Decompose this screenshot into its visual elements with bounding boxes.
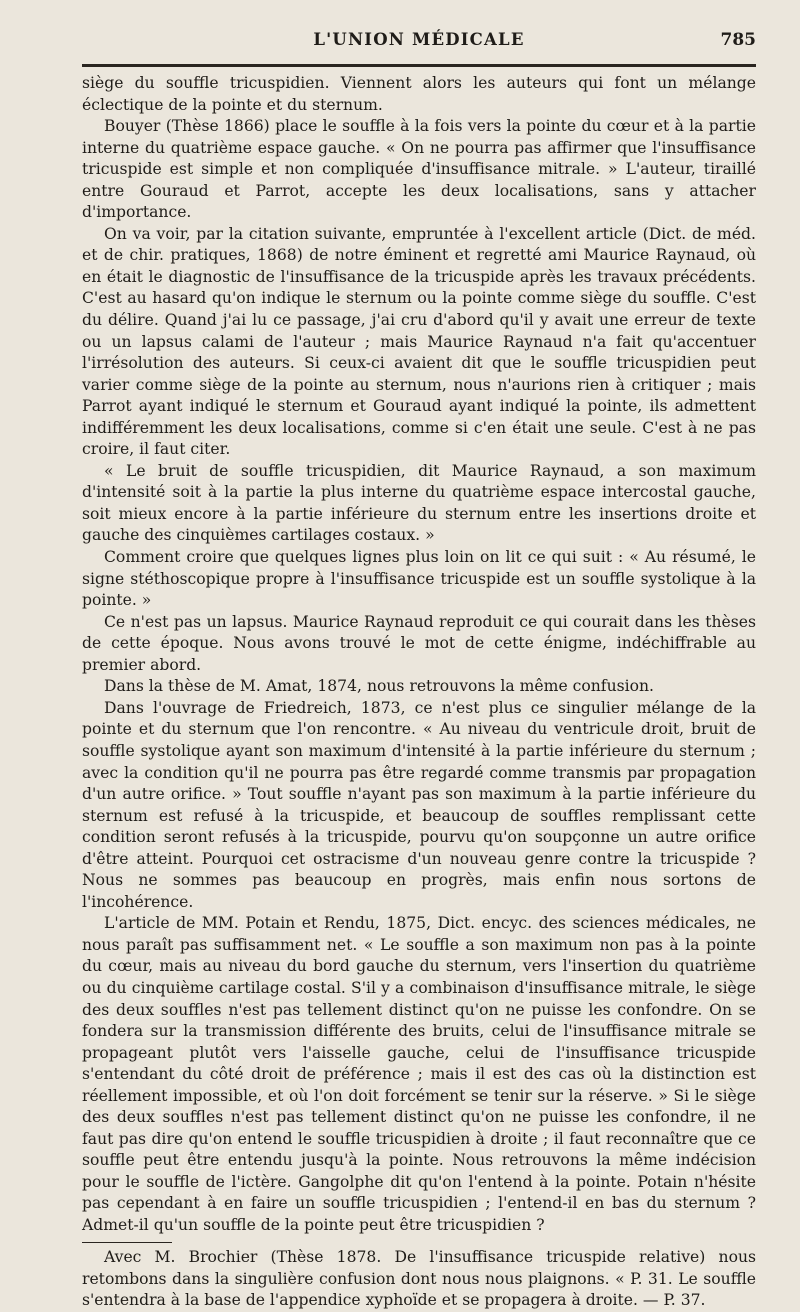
paragraph: siège du souffle tricuspidien. Viennent alors les auteurs qui font un mélange éclectique de la pointe et du sternum.	[82, 74, 756, 114]
paragraph: On va voir, par la citation suivante, empruntée à l'excellent article (Dict. de méd. et de chir. pratiques, 1868) de notre éminent et regretté ami Maurice Raynaud, où en était le diagnostic de l'insuffisance de la tricuspide après les travaux précédents. C'est au hasard qu'on indique le sternum ou la pointe comme siège du souffle. C'est du délire. Quand j'ai lu ce passage, j'ai cru d'abord qu'il y avait une erreur de texte ou un lapsus calami de l'auteur ; mais Maurice Raynaud n'a fait qu'accentuer l'irrésolution des auteurs. Si ceux-ci avaient dit que le souffle tricuspidien peut varier comme siège de la pointe au sternum, nous n'aurions rien à critiquer ; mais Parrot ayant indiqué le sternum et Gouraud ayant indiqué la pointe, ils admettent indifféremment les deux localisations, comme si c'en était une seule. C'est à ne pas croire, il faut citer.	[82, 224, 756, 459]
footnote-rule	[82, 1242, 172, 1244]
footnote	[82, 1247, 756, 1312]
running-title: L'UNION MÉDICALE	[313, 30, 525, 49]
header-rule	[82, 64, 756, 67]
paragraph: Ce n'est pas un lapsus. Maurice Raynaud reproduit ce qui courait dans les thèses de cette époque. Nous avons trouvé le mot de cette énigme, indéchiffrable au premier abord.	[82, 612, 756, 674]
paragraph: L'article de MM. Potain et Rendu, 1875, Dict. encyc. des sciences médicales, ne nous paraît pas suffisamment net. « Le souffle a son maximum non pas à la pointe du cœur, mais au niveau du bord gauche du sternum, vers l'insertion du quatrième ou du cinquième cartilage costal. S'il y a combinaison d'insuffisance mitrale, le siège des deux souffles n'est pas tellement distinct qu'on ne puisse les confondre. On se fondera sur la transmission différente des bruits, celui de l'insuffisance mitrale se propageant plutôt vers l'aisselle gauche, celui de l'insuffisance tricuspide s'entendant du côté droit de préférence ; mais il est des cas où la distinction est réellement impossible, et où l'on doit forcément se tenir sur la réserve. » Si le siège des deux souffles n'est pas tellement distinct qu'on ne puisse les confondre, il ne faut pas dire qu'on entend le souffle tricuspidien à droite ; il faut reconnaître que ce souffle peut être entendu jusqu'à la pointe. Nous retrouvons la même indécision pour le souffle de l'ictère. Gangolphe dit qu'on l'entend à la pointe. Potain n'hésite pas cependant à en faire un souffle tricuspidien ; l'entend-il en bas du sternum ? Admet-il qu'un souffle de la pointe peut être tricuspidien ?	[82, 914, 756, 1234]
footnote-text: Avec M. Brochier (Thèse 1878. De l'insuffisance tricuspide relative) nous retombons dans la singulière confusion dont nous nous plaignons. « P. 31. Le souffle s'entendra à la base de l'appendice xyphoïde et se propagera à droite. — P. 37.	[82, 1248, 756, 1310]
paragraph: « Le bruit de souffle tricuspidien, dit Maurice Raynaud, a son maximum d'intensité soit à la partie la plus interne du quatrième espace intercostal gauche, soit mieux encore à la partie inférieure du sternum entre les insertions droite et gauche des cinquièmes cartilages costaux. »	[82, 461, 756, 545]
paragraph: Dans la thèse de M. Amat, 1874, nous retrouvons la même confusion.	[104, 677, 654, 696]
paragraph: Bouyer (Thèse 1866) place le souffle à la fois vers la pointe du cœur et à la partie interne du quatrième espace gauche. « On ne pourra pas affirmer que l'insuffisance tricuspide est simple et non compliquée d'insuffisance mitrale. » L'auteur, tiraillé entre Gouraud et Parrot, accepte les deux localisations, sans y attacher d'importance.	[82, 117, 756, 222]
page-header	[82, 30, 756, 60]
page-number: 785	[720, 30, 756, 50]
body-text	[82, 73, 756, 1237]
paragraph: Dans l'ouvrage de Friedreich, 1873, ce n'est plus ce singulier mélange de la pointe et du sternum que l'on rencontre. « Au niveau du ventricule droit, bruit de souffle systolique ayant son maximum d'intensité à la partie inférieure du sternum ; avec la condition qu'il ne pourra pas être regardé comme transmis par propagation d'un autre orifice. » Tout souffle n'ayant pas son maximum à la partie inférieure du sternum est refusé à la tricuspide, et beaucoup de souffles remplissant cette condition seront refusés à la tricuspide, pourvu qu'on soupçonne un autre orifice d'être atteint. Pourquoi cet ostracisme d'un nouveau genre contre la tricuspide ? Nous ne sommes pas beaucoup en progrès, mais enfin nous sortons de l'incohérence.	[82, 698, 756, 911]
paragraph: Comment croire que quelques lignes plus loin on lit ce qui suit : « Au résumé, le signe stéthoscopique propre à l'insuffisance tricuspide est un souffle systolique à la pointe. »	[82, 548, 756, 610]
